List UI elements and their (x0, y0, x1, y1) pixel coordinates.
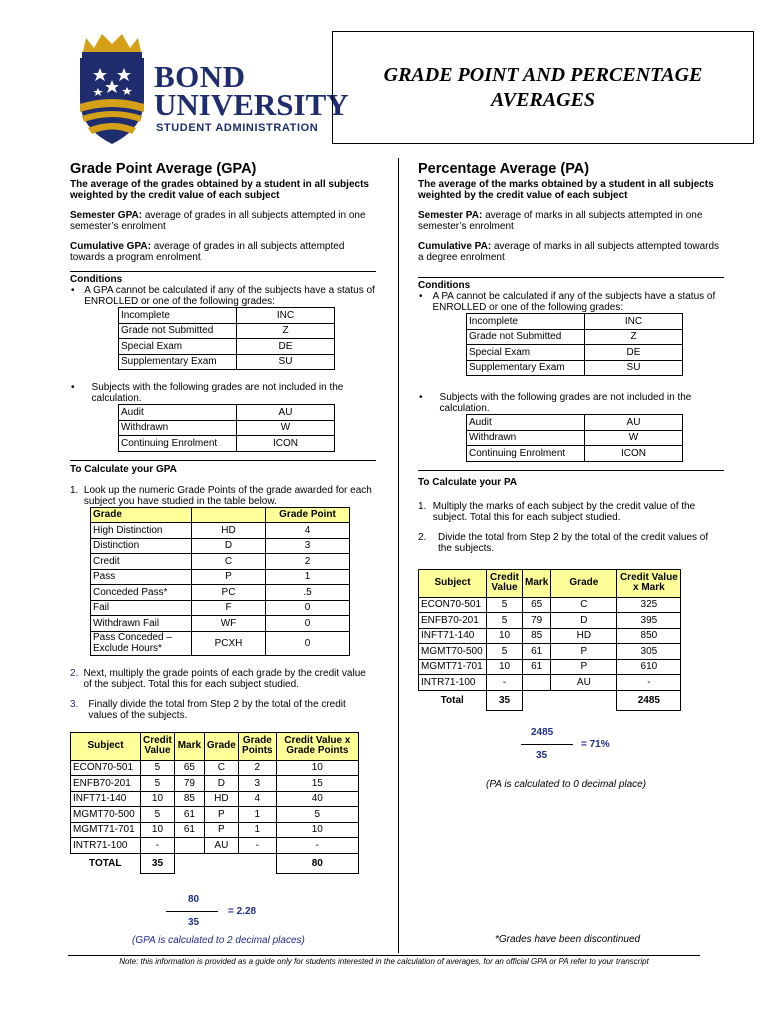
pa-step-1-text: Multiply the marks of each subject by the credit value of the subject. Total this for each subject studied. (432, 500, 696, 523)
grade-name-cell: Grade not Submitted (467, 329, 585, 345)
table-header-cell: Credit Value x Grade Points (276, 732, 358, 760)
gpa-step-2-text: Next, multiply the grade points of each grade by the credit value of the subject. Total this for each subject studied. (83, 667, 366, 690)
table-row (467, 329, 683, 345)
table-cell: Conceded Pass* (91, 585, 192, 601)
table-header-cell: Credit Value (487, 569, 523, 597)
total-cell: 35 (141, 853, 175, 873)
table-cell: 1 (238, 807, 276, 823)
pa-excluded-grades-table (466, 313, 683, 376)
table-row (467, 430, 683, 446)
gpa-semester-text: average of grades in all subjects attempted in one semester’s enrolment (70, 210, 366, 232)
pa-not-included-table (466, 414, 683, 462)
table-cell: PCXH (192, 631, 266, 655)
gpa-excluded-grades-table (118, 307, 335, 370)
table-cell: 10 (141, 791, 175, 807)
table-row (419, 644, 681, 660)
table-cell: ECON70-501 (71, 760, 141, 776)
step-number: 2. (418, 531, 427, 543)
table-row (419, 613, 681, 629)
pa-step-2 (418, 532, 724, 554)
table-row (119, 420, 335, 436)
total-cell: 80 (276, 853, 358, 873)
gpa-step-2 (70, 668, 376, 690)
table-cell: Pass (91, 569, 192, 585)
gpa-condition-2-text: Subjects with the following grades are not included in the calculation. (91, 382, 344, 404)
table-cell: - (487, 675, 523, 691)
total-cell: 35 (487, 690, 523, 710)
grade-code-cell: W (237, 420, 335, 436)
table-cell: AU (204, 838, 238, 854)
table-cell: HD (551, 628, 617, 644)
bullet-icon: • (71, 382, 75, 393)
table-row (419, 675, 681, 691)
table-row (71, 838, 359, 854)
pa-note: (PA is calculated to 0 decimal place) (486, 778, 647, 790)
table-cell: 325 (617, 597, 681, 613)
table-cell: 5 (141, 776, 175, 792)
table-header-cell: Mark (523, 569, 551, 597)
table-cell: MGMT70-500 (71, 807, 141, 823)
table-cell: HD (192, 523, 266, 539)
table-header-cell: Grade (551, 569, 617, 597)
table-cell: 10 (276, 760, 358, 776)
table-cell: HD (204, 791, 238, 807)
table-row (119, 436, 335, 452)
table-row (91, 585, 350, 601)
table-cell: MGMT70-500 (419, 644, 487, 660)
table-cell (523, 675, 551, 691)
grade-code-cell: Z (237, 323, 335, 339)
grade-code-cell: SU (585, 360, 683, 376)
gpa-semester (70, 210, 376, 232)
table-cell: 65 (523, 597, 551, 613)
table-row (71, 822, 359, 838)
table-header-cell: Grade Points (238, 732, 276, 760)
table-cell: 15 (276, 776, 358, 792)
table-cell: 61 (523, 644, 551, 660)
pa-lead: The average of the marks obtained by a student in all subjects weighted by the credit value of each subject (418, 179, 714, 201)
table-cell: 65 (174, 760, 204, 776)
table-cell: 5 (276, 807, 358, 823)
grade-code-cell: SU (237, 354, 335, 370)
table-cell: - (276, 838, 358, 854)
table-cell: 395 (617, 613, 681, 629)
total-cell: 2485 (617, 690, 681, 710)
gpa-calc-title: To Calculate your GPA (70, 463, 177, 475)
table-cell: Distinction (91, 538, 192, 554)
gpa-numerator: 80 (188, 893, 200, 905)
grade-name-cell: Withdrawn (467, 430, 585, 446)
pa-denominator: 35 (536, 749, 548, 761)
gpa-condition-2 (70, 382, 376, 404)
pa-numerator: 2485 (531, 726, 554, 738)
table-cell: - (238, 838, 276, 854)
grade-code-cell: AU (237, 405, 335, 421)
pa-conditions-title: Conditions (418, 280, 471, 291)
total-cell (523, 690, 551, 710)
gpa-rule-2 (70, 460, 376, 461)
table-row (91, 569, 350, 585)
table-cell: 61 (174, 822, 204, 838)
table-cell: 1 (266, 569, 350, 585)
table-cell: 610 (617, 659, 681, 675)
gpa-step-3-text: Finally divide the total from Step 2 by the total of the credit values of the subjects. (88, 698, 346, 721)
grade-code-cell: W (585, 430, 683, 446)
gpa-condition-1-text: A GPA cannot be calculated if any of the subjects have a status of ENROLLED or one of the following grades: (84, 285, 375, 307)
table-cell: INTR71-100 (71, 838, 141, 854)
total-cell (204, 853, 238, 873)
table-row (71, 791, 359, 807)
logo-bond-text: BOND (154, 59, 246, 94)
title-line-1: GRADE POINT AND PERCENTAGE (383, 63, 703, 86)
table-row (71, 776, 359, 792)
table-row (419, 628, 681, 644)
gpa-rule-1 (70, 271, 376, 272)
pa-result: = 71% (581, 738, 610, 750)
table-cell: C (204, 760, 238, 776)
pa-heading: Percentage Average (PA) (418, 161, 590, 177)
table-header-cell: Subject (71, 732, 141, 760)
grade-code-cell: ICON (237, 436, 335, 452)
table-row (119, 308, 335, 324)
grade-name-cell: Supplementary Exam (119, 354, 237, 370)
table-row (119, 323, 335, 339)
table-header-cell: Grade (204, 732, 238, 760)
table-cell: .5 (266, 585, 350, 601)
table-cell: ECON70-501 (419, 597, 487, 613)
pa-semester-text: average of marks in all subjects attempted in one semester’s enrolment (418, 210, 703, 232)
table-row (467, 415, 683, 431)
gpa-cumulative-text: average of grades in all subjects attempted towards a program enrolment (70, 241, 345, 263)
gpa-condition-1 (70, 285, 376, 307)
table-header-row (71, 732, 359, 760)
table-cell: Credit (91, 554, 192, 570)
table-cell: INFT71-140 (71, 791, 141, 807)
table-cell: P (551, 644, 617, 660)
pa-condition-2-text: Subjects with the following grades are not included in the calculation. (439, 392, 692, 414)
table-cell: 61 (523, 659, 551, 675)
pa-calculation-table (418, 569, 681, 711)
table-cell: - (141, 838, 175, 854)
pa-step-1 (418, 501, 724, 523)
table-cell: 10 (487, 628, 523, 644)
footer-note: Note: this information is provided as a guide only for students interested in the calculation of averages, for an official GPA or PA refer to your transcript (68, 955, 700, 966)
table-total-row (419, 690, 681, 710)
table-row (91, 616, 350, 632)
grade-name-cell: Incomplete (467, 314, 585, 330)
gpa-column (70, 160, 376, 954)
pa-cumulative-text: average of marks in all subjects attempted towards a degree enrolment (418, 241, 720, 263)
document-title (384, 63, 703, 113)
table-cell: 10 (276, 822, 358, 838)
table-cell: 850 (617, 628, 681, 644)
gpa-result: = 2.28 (228, 905, 257, 917)
table-cell: C (192, 554, 266, 570)
table-cell: Pass Conceded – Exclude Hours* (91, 631, 192, 655)
table-header-cell: Grade Point (266, 507, 350, 523)
pa-calc-title: To Calculate your PA (418, 476, 518, 488)
step-number: 1. (418, 500, 427, 512)
table-header-row (419, 569, 681, 597)
table-cell: MGMT71-701 (419, 659, 487, 675)
table-cell: 305 (617, 644, 681, 660)
table-cell: 79 (174, 776, 204, 792)
table-cell: 0 (266, 631, 350, 655)
table-cell: F (192, 600, 266, 616)
table-cell: High Distinction (91, 523, 192, 539)
table-cell: Fail (91, 600, 192, 616)
table-cell: D (204, 776, 238, 792)
gpa-cumulative (70, 241, 376, 263)
gpa-fraction (70, 894, 376, 954)
table-cell: P (551, 659, 617, 675)
grade-name-cell: Supplementary Exam (467, 360, 585, 376)
gpa-semester-label: Semester GPA: (70, 210, 143, 221)
grade-code-cell: INC (585, 314, 683, 330)
table-cell: 40 (276, 791, 358, 807)
table-cell: 5 (141, 760, 175, 776)
table-header-cell: Mark (174, 732, 204, 760)
pa-step-2-text: Divide the total from Step 2 by the total of the credit values of the subjects. (437, 531, 709, 554)
table-cell: 3 (266, 538, 350, 554)
table-cell: D (551, 613, 617, 629)
grade-name-cell: Audit (119, 405, 237, 421)
fraction-bar (521, 744, 573, 745)
table-cell: 1 (238, 822, 276, 838)
table-cell: - (617, 675, 681, 691)
table-cell: 61 (174, 807, 204, 823)
table-header-cell: Grade (91, 507, 192, 523)
table-cell (174, 838, 204, 854)
gpa-denominator: 35 (188, 916, 200, 928)
table-cell: 5 (487, 613, 523, 629)
table-cell: 0 (266, 616, 350, 632)
table-header-cell (192, 507, 266, 523)
step-number: 3. (70, 698, 79, 710)
gpa-step-1-text: Look up the numeric Grade Points of the grade awarded for each subject you have studied in the table below. (83, 484, 372, 507)
table-header-cell: Credit Value x Mark (617, 569, 681, 597)
logo-student-admin-text: STUDENT ADMINISTRATION (156, 122, 319, 134)
title-line-2: AVERAGES (490, 88, 596, 111)
table-cell: WF (192, 616, 266, 632)
table-cell: AU (551, 675, 617, 691)
bullet-icon: • (71, 285, 75, 296)
table-row (119, 354, 335, 370)
table-cell: PC (192, 585, 266, 601)
logo-university-text: UNIVERSITY (154, 87, 349, 122)
table-cell: INFT71-140 (419, 628, 487, 644)
table-cell: C (551, 597, 617, 613)
grade-name-cell: Special Exam (119, 339, 237, 355)
table-cell: 4 (266, 523, 350, 539)
pa-condition-1-text: A PA cannot be calculated if any of the subjects have a status of ENROLLED or one of the following grades: (432, 291, 716, 313)
table-cell: 0 (266, 600, 350, 616)
total-cell: TOTAL (89, 857, 122, 869)
table-cell: INTR71-100 (419, 675, 487, 691)
pa-cumulative-label: Cumulative PA: (418, 241, 492, 252)
gpa-heading: Grade Point Average (GPA) (70, 161, 257, 177)
gpa-cumulative-label: Cumulative GPA: (70, 241, 151, 252)
grade-points-table (90, 507, 350, 656)
grade-code-cell: DE (237, 339, 335, 355)
pa-fraction (418, 727, 724, 797)
gpa-calculation-table (70, 732, 359, 874)
table-cell: 2 (266, 554, 350, 570)
gpa-not-included-table (118, 404, 335, 452)
gpa-conditions-title: Conditions (70, 274, 123, 285)
pa-column (418, 160, 724, 945)
table-row (419, 659, 681, 675)
table-cell: D (192, 538, 266, 554)
table-cell: P (204, 807, 238, 823)
total-cell (174, 853, 204, 873)
table-header-row (91, 507, 350, 523)
gpa-step-3 (70, 699, 376, 721)
gpa-note: (GPA is calculated to 2 decimal places) (132, 934, 305, 946)
pa-semester-label: Semester PA: (418, 210, 483, 221)
grade-name-cell: Withdrawn (119, 420, 237, 436)
fraction-bar (166, 911, 218, 912)
table-cell: ENFB70-201 (71, 776, 141, 792)
table-row (467, 446, 683, 462)
bond-university-logo (72, 30, 349, 150)
grade-name-cell: Continuing Enrolment (467, 446, 585, 462)
bullet-icon: • (419, 291, 423, 302)
table-cell: MGMT71-701 (71, 822, 141, 838)
bullet-icon: • (419, 392, 423, 403)
grade-name-cell: Continuing Enrolment (119, 436, 237, 452)
step-number: 1. (70, 484, 79, 496)
grade-name-cell: Grade not Submitted (119, 323, 237, 339)
table-cell: 2 (238, 760, 276, 776)
table-row (467, 345, 683, 361)
table-cell: 4 (238, 791, 276, 807)
document-title-box (332, 31, 754, 144)
table-row (119, 405, 335, 421)
step-number: 2. (70, 667, 79, 679)
table-cell: 5 (487, 644, 523, 660)
table-cell: ENFB70-201 (419, 613, 487, 629)
grade-name-cell: Audit (467, 415, 585, 431)
table-cell: Withdrawn Fail (91, 616, 192, 632)
table-cell: 10 (487, 659, 523, 675)
pa-condition-2 (418, 392, 724, 414)
table-row (71, 807, 359, 823)
crest-icon (72, 30, 152, 148)
table-cell: 3 (238, 776, 276, 792)
column-divider (398, 158, 399, 953)
table-row (91, 523, 350, 539)
table-row (91, 631, 350, 655)
table-cell: 85 (174, 791, 204, 807)
grade-code-cell: INC (237, 308, 335, 324)
table-header-cell: Credit Value (141, 732, 175, 760)
table-row (91, 554, 350, 570)
grade-code-cell: Z (585, 329, 683, 345)
table-cell: 85 (523, 628, 551, 644)
pa-cumulative (418, 241, 724, 263)
table-row (91, 538, 350, 554)
grade-code-cell: DE (585, 345, 683, 361)
gpa-lead: The average of the grades obtained by a student in all subjects weighted by the credit value of each subject (70, 179, 369, 201)
table-total-row (71, 853, 359, 873)
table-cell: P (204, 822, 238, 838)
table-row (419, 597, 681, 613)
table-row (71, 760, 359, 776)
table-cell: 5 (487, 597, 523, 613)
grade-code-cell: ICON (585, 446, 683, 462)
table-cell: 10 (141, 822, 175, 838)
discontinued-note: *Grades have been discontinued (495, 934, 641, 945)
table-header-cell: Subject (419, 569, 487, 597)
table-cell: P (192, 569, 266, 585)
table-cell: 5 (141, 807, 175, 823)
gpa-step-1 (70, 485, 376, 507)
grade-code-cell: AU (585, 415, 683, 431)
table-row (467, 314, 683, 330)
pa-rule-1 (418, 277, 724, 278)
table-cell: 79 (523, 613, 551, 629)
total-cell (551, 690, 617, 710)
table-row (467, 360, 683, 376)
pa-rule-2 (418, 470, 724, 471)
pa-semester (418, 210, 724, 232)
total-cell (238, 853, 276, 873)
grade-name-cell: Special Exam (467, 345, 585, 361)
table-row (119, 339, 335, 355)
pa-condition-1 (418, 291, 724, 313)
total-cell: Total (440, 694, 464, 706)
table-row (91, 600, 350, 616)
grade-name-cell: Incomplete (119, 308, 237, 324)
